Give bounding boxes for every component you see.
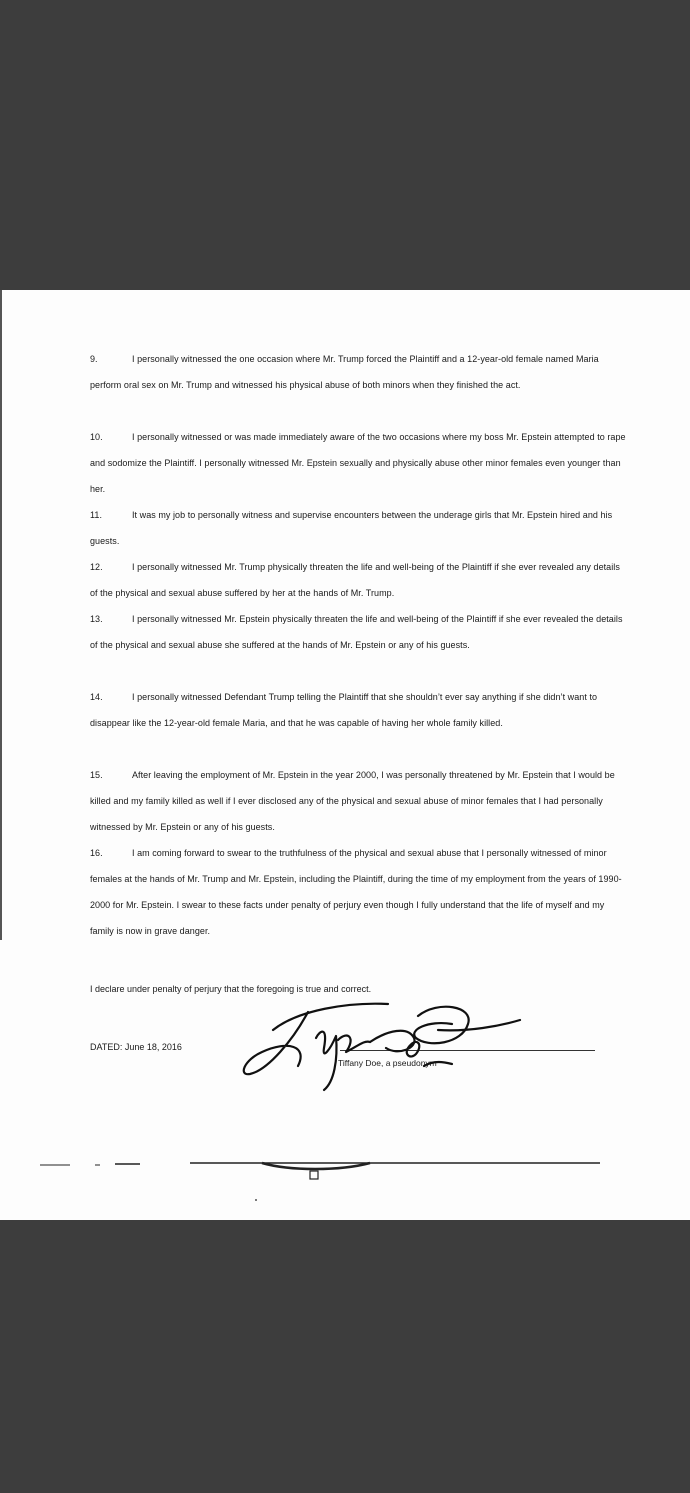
declaration-statement: I declare under penalty of perjury that the foregoing is true and correct. xyxy=(90,984,372,994)
paragraph-number: 12. xyxy=(90,562,103,572)
document-page xyxy=(0,290,690,1220)
paragraph-number: 15. xyxy=(90,770,103,780)
paragraph-number: 13. xyxy=(90,614,103,624)
paragraph-text: I personally witnessed Mr. Trump physically threaten the life and well-being of the Plaintiff if she ever revealed any details of the physical and sexual abuse suffered by her at the hands of Mr. Trump. xyxy=(90,562,620,598)
paragraph-13 xyxy=(90,606,630,658)
paragraph-text: I personally witnessed Mr. Epstein physically threaten the life and well-being of the Plaintiff if she ever revealed the details of the physical and sexual abuse she suffered at the hands of Mr. Epstein or any of his guests. xyxy=(90,614,623,650)
paragraph-11 xyxy=(90,502,630,554)
paragraph-text: After leaving the employment of Mr. Epstein in the year 2000, I was personally threatened by Mr. Epstein that I would be killed and my family killed as well if I ever disclosed any of the physical and sexual abuse of minor females that I had personally witnessed by Mr. Epstein or any of his guests. xyxy=(90,770,615,832)
paragraph-12 xyxy=(90,554,630,606)
bottom-dark-band xyxy=(0,1220,690,1493)
paragraph-text: I personally witnessed or was made immediately aware of the two occasions where my boss Mr. Epstein attempted to rape and sodomize the Plaintiff. I personally witnessed Mr. Epstein sexually and physically abuse other minor females even younger than her. xyxy=(90,432,626,494)
paragraph-text: It was my job to personally witness and supervise encounters between the underage girls that Mr. Epstein hired and his guests. xyxy=(90,510,613,546)
bottom-scan-artifact xyxy=(0,1145,690,1205)
paragraph-15 xyxy=(90,762,630,840)
handwritten-signature xyxy=(238,990,528,1100)
page-edge-shadow xyxy=(0,290,2,940)
paragraph-10 xyxy=(90,424,630,502)
paragraph-9 xyxy=(90,346,630,398)
paragraph-text: I am coming forward to swear to the truthfulness of the physical and sexual abuse that I personally witnessed of minor females at the hands of Mr. Trump and Mr. Epstein, including the Plaintiff, during the time of my employment from the years of 1990-2000 for Mr. Epstein. I swear to these facts under penalty of perjury even though I fully understand that the life of myself and my family is now in grave danger. xyxy=(90,848,622,936)
paragraph-number: 11. xyxy=(90,510,102,520)
paragraph-14 xyxy=(90,684,630,736)
paragraph-16 xyxy=(90,840,630,944)
paragraph-text: I personally witnessed Defendant Trump telling the Plaintiff that she shouldn’t ever say anything if she didn’t want to disappear like the 12-year-old female Maria, and that he was capable of having her whole family killed. xyxy=(90,692,598,728)
paragraph-text: I personally witnessed the one occasion where Mr. Trump forced the Plaintiff and a 12-year-old female named Maria perform oral sex on Mr. Trump and witnessed his physical abuse of both minors when they finished the act. xyxy=(90,354,599,390)
signer-name: Tiffany Doe, a pseudonym xyxy=(338,1058,437,1068)
paragraph-number: 10. xyxy=(90,432,103,442)
paragraph-number: 16. xyxy=(90,848,103,858)
top-dark-band xyxy=(0,0,690,290)
paragraph-number: 9. xyxy=(90,354,98,364)
paragraph-number: 14. xyxy=(90,692,103,702)
dated-line: DATED: June 18, 2016 xyxy=(90,1042,182,1052)
